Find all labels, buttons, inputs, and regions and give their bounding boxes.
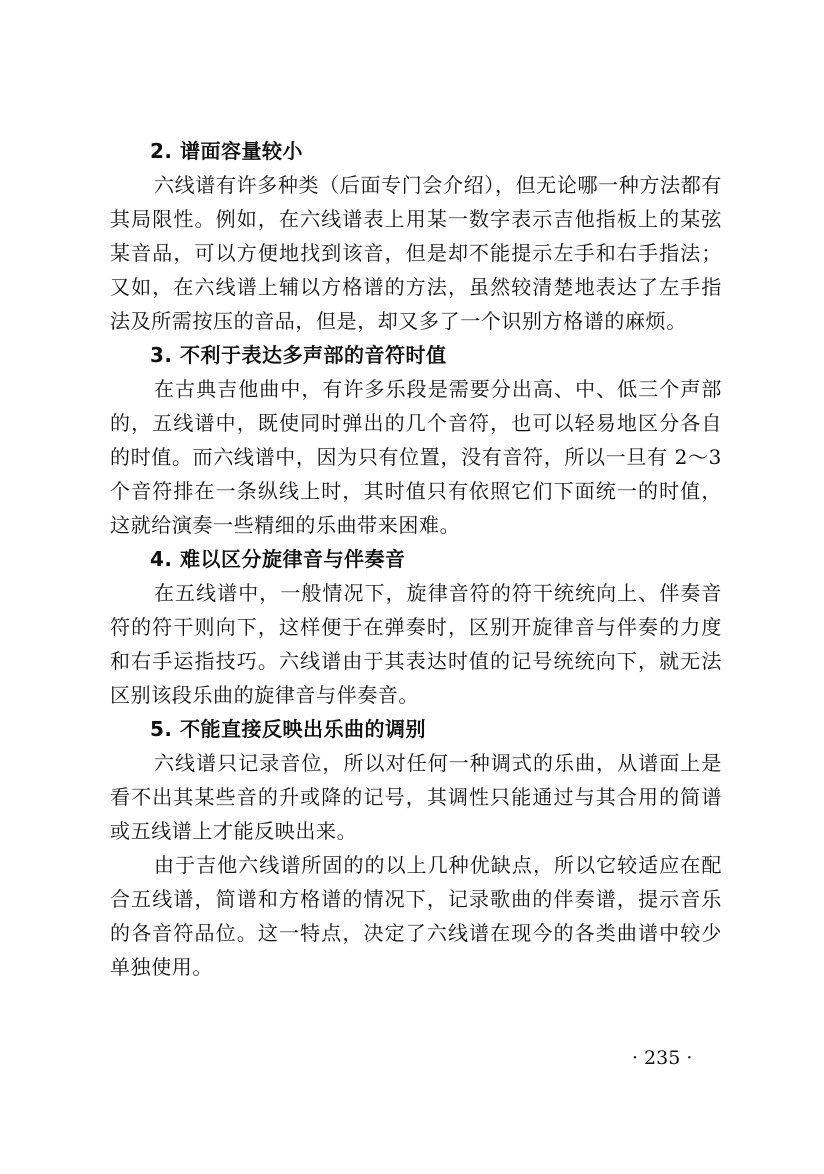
page-body bbox=[110, 134, 722, 984]
section-heading: 3. 不利于表达多声部的音符时值 bbox=[150, 343, 447, 367]
section-heading: 2. 谱面容量较小 bbox=[150, 139, 303, 163]
page-number-right-mark: · bbox=[686, 1047, 693, 1069]
section-2 bbox=[110, 134, 722, 338]
section-heading: 5. 不能直接反映出乐曲的调别 bbox=[150, 717, 426, 741]
page-number-value: 235 bbox=[644, 1047, 681, 1069]
paragraph: 在古典吉他曲中，有许多乐段是需要分出高、中、低三个声部的，五线谱中，既使同时弹出的几个音符，也可以轻易地区分各自的时值。而六线谱中，因为只有位置，没有音符，所以一旦有 2～3 个音符排在一条纵线上时，其时值只有依照它们下面统一的时值，这就给演奏一些精细的乐曲带来困难。 bbox=[110, 377, 722, 537]
section-5 bbox=[110, 712, 722, 984]
section-heading: 4. 难以区分旋律音与伴奏音 bbox=[150, 547, 406, 571]
paragraph: 六线谱有许多种类（后面专门会介绍），但无论哪一种方法都有其局限性。例如，在六线谱表上用某一数字表示吉他指板上的某弦某音品，可以方便地找到该音，但是却不能提示左手和右手指法；又如，在六线谱上辅以方格谱的方法，虽然较清楚地表达了左手指法及所需按压的音品，但是，却又多了一个识别方格谱的麻烦。 bbox=[110, 173, 722, 333]
page-number bbox=[626, 1046, 698, 1070]
paragraph: 由于吉他六线谱所固的的以上几种优缺点，所以它较适应在配合五线谱，简谱和方格谱的情况下，记录歌曲的伴奏谱，提示音乐的各音符品位。这一特点，决定了六线谱在现今的各类曲谱中较少单独使用。 bbox=[110, 853, 722, 979]
section-4 bbox=[110, 542, 722, 712]
paragraph: 六线谱只记录音位，所以对任何一种调式的乐曲，从谱面上是看不出其某些音的升或降的记号，其调性只能通过与其合用的简谱或五线谱上才能反映出来。 bbox=[110, 751, 722, 843]
paragraph: 在五线谱中，一般情况下，旋律音符的符干统统向上、伴奏音符的符干则向下，这样便于在弹奏时，区别开旋律音与伴奏的力度和右手运指技巧。六线谱由于其表达时值的记号统统向下，就无法区别该段乐曲的旋律音与伴奏音。 bbox=[110, 581, 722, 707]
section-3 bbox=[110, 338, 722, 542]
page-number-left-mark: · bbox=[632, 1047, 639, 1069]
